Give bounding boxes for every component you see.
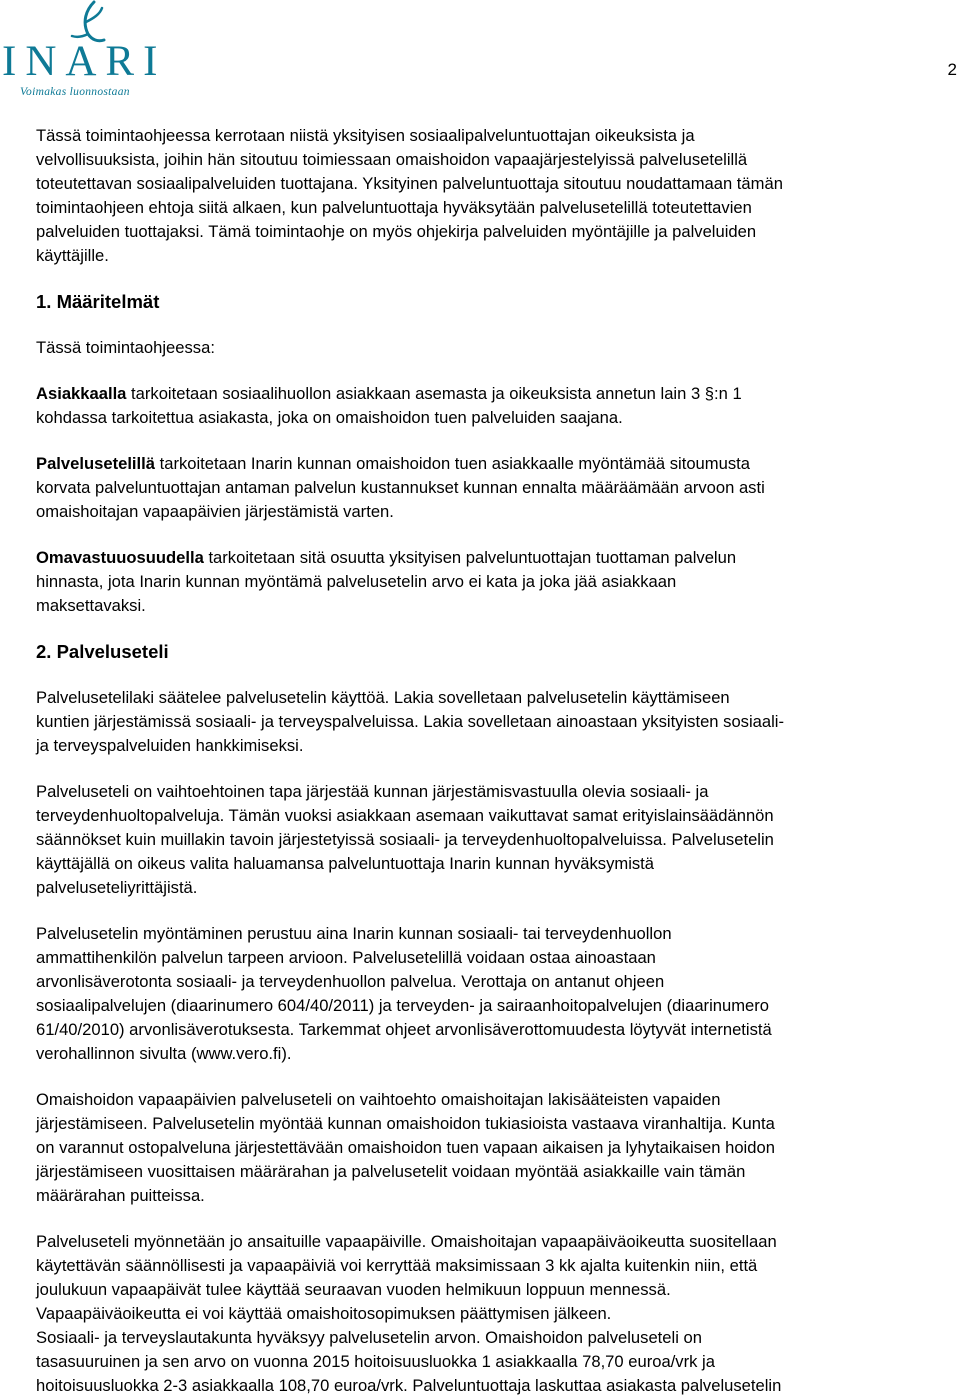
- section-2-paragraph: Sosiaali- ja terveyslautakunta hyväksyy palvelusetelin arvon. Omaishoidon palveluseteli on tasasuuruinen ja sen arvo on vuonna 2015 hoitoisuusluokka 1 asiakkaalla 78,70 euroa/vrk ja hoitoisuusluokka 2-3 asiakkaalla 108,70 euroa/vrk. Palveluntuottaja laskuttaa asiakasta palvelusetelin: [36, 1328, 782, 1395]
- section-2-paragraph: Palveluseteli myönnetään jo ansaituille vapaapäiville. Omaishoitajan vapaapäiväoikeutta suositellaan käytettävän säännöllisesti ja vapaapäiviä voi kerryttää maksimissaan 3 kk ajalta kuitenkin niin, että joulukuun vapaapäivät tulee käyttää seuraavan vuoden helmikuun loppuun mennessä. Vapaapäiväoikeutta ei voi käyttää omaishoitosopimuksen päättymisen jälkeen.: [36, 1232, 777, 1323]
- section-2-paragraph: Palveluseteli on vaihtoehtoinen tapa järjestää kunnan järjestämisvastuulla olevia sosiaali- ja terveydenhuoltopalveluja. Tämän vuoksi asiakkaan asemaan vaikuttavat samat erityislainsäädännön säännökset kuin muillakin tavoin järjestetyissä sosiaali- ja terveydenhuoltopalveluissa. Palvelusetelin käyttäjällä on oikeus valita haluamansa palveluntuottaja Inarin kunnan hyväksymistä palveluseteliyrittäjistä.: [36, 782, 774, 897]
- section-2-paragraph: Palvelusetelin myöntäminen perustuu aina Inarin kunnan sosiaali- tai terveydenhuollon ammattihenkilön palvelun tarpeen arvioon. Palvelusetelillä voidaan ostaa ainoastaan arvonlisäverotonta sosiaali- ja terveydenhuollon palvelua. Verottaja on antanut ohjeen sosiaalipalvelujen (diaarinumero 604/40/2011) ja terveyden- ja sairaanhoitopalvelujen (diaarinumero 61/40/2010) arvonlisäverotuksesta. Tarkemmat ohjeet arvonlisäverottomuudesta löytyvät internetistä verohallinnon sivulta (www.vero.fi).: [36, 924, 772, 1063]
- logo-slogan: Voimakas luonnostaan: [20, 86, 130, 98]
- intro-paragraph: Tässä toimintaohjeessa kerrotaan niistä yksityisen sosiaalipalveluntuottajan oikeuksista ja velvollisuuksista, joihin hän sitoutuu toimiessaan omaishoidon vapaajärjestelyissä palvelusetelillä toteutettavan sosiaalipalveluiden tuottajana. Yksityinen palveluntuottaja sitoutuu noudattamaan tämän toimintaohjeen ehtoja siitä alkaen, kun palveluntuottaja hyväksytään palvelusetelillä toteutettavien palveluiden tuottajaksi. Tämä toimintaohje on myös ohjekirja palveluiden myöntäjille ja palveluiden käyttäjille.: [36, 126, 783, 265]
- document-body: [36, 124, 951, 1398]
- definition-text: tarkoitetaan Inarin kunnan omaishoidon tuen asiakkaalle myöntämää sitoumusta korvata palveluntuottajan antaman palvelun kustannukset kunnan ennalta määräämään arvoon asti omaishoitajan vapaapäivien järjestämistä varten.: [36, 454, 765, 521]
- definition-term: Omavastuuosuudella: [36, 548, 204, 567]
- definition-palveluseteli: [36, 452, 951, 524]
- section-1-heading: 1. Määritelmät: [36, 291, 160, 312]
- logo-wordmark: INARI: [2, 38, 167, 85]
- inari-logo: [0, 0, 178, 100]
- definition-term: Asiakkaalla: [36, 384, 127, 403]
- section-2-paragraph: Omaishoidon vapaapäivien palveluseteli on vaihtoehto omaishoitajan lakisääteisten vapaiden järjestämiseen. Palvelusetelin myöntää kunnan omaishoidon tukiasioista vastaava viranhaltija. Kunta on varannut ostopalveluna järjestettävään omaishoidon tuen vapaan aikaisen ja lyhytaikaisen hoidon järjestämiseen vuosittaisen määrärahan ja palvelusetelit voidaan myöntää asiakkaille vain tämän määrärahan puitteissa.: [36, 1090, 775, 1205]
- definition-omavastuuosuus: [36, 546, 951, 618]
- definition-asiakas: [36, 382, 951, 430]
- section-2-heading: 2. Palveluseteli: [36, 641, 169, 662]
- definition-text: tarkoitetaan sosiaalihuollon asiakkaan asemasta ja oikeuksista annetun lain 3 §:n 1 kohdassa tarkoitettua asiakasta, joka on omaishoidon tuen palveluiden saajana.: [36, 384, 742, 427]
- section-1-lead: Tässä toimintaohjeessa:: [36, 338, 215, 357]
- section-2-paragraph: Palvelusetelilaki säätelee palvelusetelin käyttöä. Lakia sovelletaan palvelusetelin käyttämiseen kuntien järjestämissä sosiaali- ja terveyspalveluissa. Lakia sovelletaan ainoastaan yksityisten sosiaali- ja terveyspalveluiden hankkimiseksi.: [36, 688, 785, 755]
- definition-term: Palvelusetelillä: [36, 454, 155, 473]
- page-number: 2: [947, 60, 957, 79]
- definition-text: tarkoitetaan sitä osuutta yksityisen palveluntuottajan tuottaman palvelun hinnasta, jota Inarin kunnan myöntämä palvelusetelin arvo ei kata ja joka jää asiakkaan maksettavaksi.: [36, 548, 737, 615]
